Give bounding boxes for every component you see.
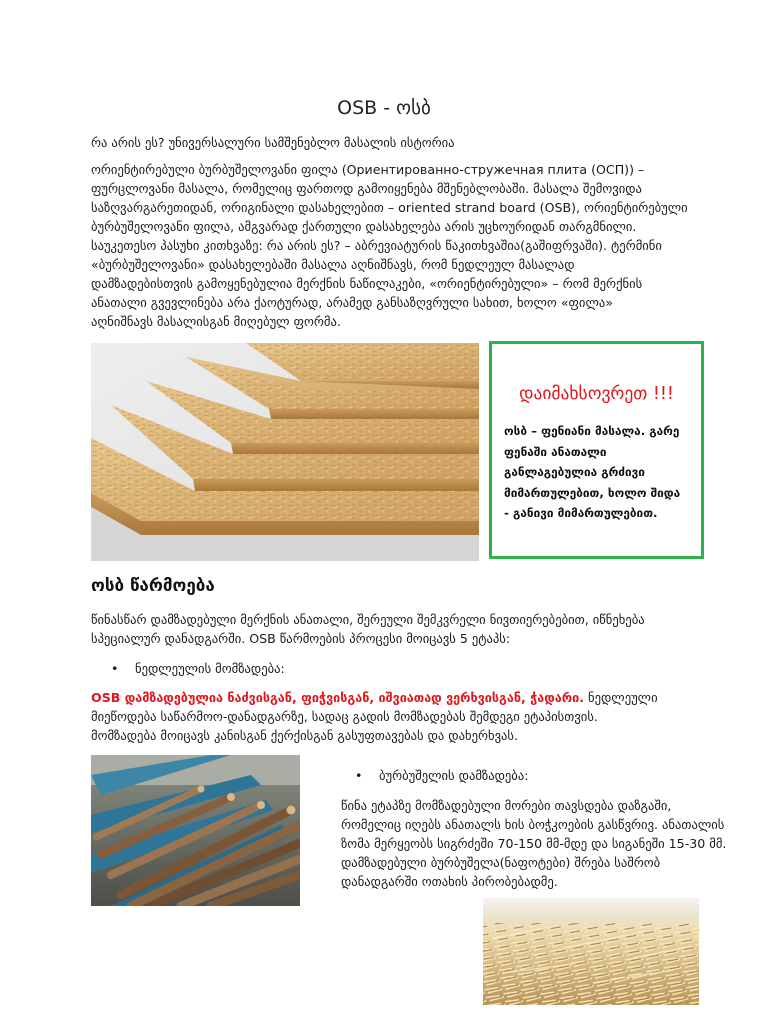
remember-title: დაიმახსოვრეთ !!!	[519, 384, 674, 404]
subtitle: რა არის ეს? უნივერსალური სამშენებლო მასალის ისტორია	[91, 135, 455, 150]
remember-body	[504, 421, 691, 524]
strand-line: ზომა მერყეობს სიგრძეში 70-150 მმ-მდე და სიგანეში 15-30 მმ.	[341, 836, 727, 851]
osb-boards-photo	[91, 343, 479, 561]
production-intro-line: სპეციალურ დანადგარში. OSB წარმოების პროცესი მოიცავს 5 ეტაპს:	[91, 631, 511, 646]
intro-line: საუკეთესო პასუხი კითხვაზე: რა არის ეს? – აბრევიატურის წაკითხვაშია(გაშიფრვაში). ტერმინი	[91, 238, 662, 253]
remember-line: ოსბ – ფენიანი მასალა. გარე	[504, 424, 680, 438]
materials-paragraph	[91, 688, 691, 745]
intro-line: ფურცლოვანი მასალა, რომელიც ფართოდ გამოიყენება მშენებლობაში. მასალა შემოვიდა	[91, 181, 642, 196]
wood-strands-photo	[483, 898, 699, 1005]
strand-paragraph	[341, 796, 731, 891]
strand-line: რომელიც იღებს ანათალს ხის ბოჭკოების გასწვრივ. ანათალის	[341, 817, 725, 832]
intro-paragraph	[91, 160, 691, 331]
intro-line: დამზადებისთვის გამოყენებულია მერქნის ნაწილაკები, «ორიენტირებული» – რომ მერქნის	[91, 276, 643, 291]
strand-line: წინა ეტაპზე მომზადებული მორები თავსდება დაზგაში,	[341, 798, 672, 813]
remember-line: მიმართულებით, ხოლო შიდა	[504, 485, 681, 500]
bullet-label: ნედლეულის მომზადება:	[135, 661, 285, 676]
bullet-label: ბურბუშელის დამზადება:	[379, 768, 529, 783]
strand-line: დამზადებული ბურბუშელა(ნაფოტები) შრება საშრობ	[341, 855, 661, 870]
bullet-item-raw-materials	[111, 659, 285, 678]
intro-line: ანათალი გვევლინება არა ქაოტურად, არამედ განსაზღვრული სახით, ხოლო «ფილა»	[91, 295, 613, 310]
materials-line	[91, 688, 691, 707]
bullet-icon: •	[355, 768, 363, 783]
materials-highlight: OSB დამზადებულია ნაძვისგან, ფიჭვისგან, იშვიათად ვერხვისგან, ჭადარი.	[91, 690, 585, 705]
remember-line: განლაგებულია გრძივი	[504, 465, 645, 479]
intro-line: ორიენტირებული ბურბუშელოვანი ფილა (Ориентированно-стружечная плита (ОСП)) –	[91, 162, 645, 177]
production-intro	[91, 610, 691, 648]
intro-line: «ბურბუშელოვანი» დასახელებაში მასალა აღნიშნავს, რომ ნედლეულ მასალად	[91, 257, 575, 272]
intro-line: აღნიშნავს მასალისგან მიღებულ ფორმა.	[91, 314, 341, 329]
materials-line: მიეწოდება საწარმოო-დანადგარზე, სადაც გადის მომზადებას შემდეგი ეტაპისთვის.	[91, 709, 598, 724]
materials-line: მომზადება მოიცავს კანისგან ქერქისგან გასუფთავებას და დახერხვას.	[91, 728, 519, 743]
strand-line: დანადგარში ოთახის პირობებადმე.	[341, 874, 558, 889]
remember-line: - განივი მიმართულებით.	[504, 506, 658, 520]
bullet-item-strand-making	[355, 766, 528, 785]
section-heading-production: ოსბ წარმოება	[91, 576, 215, 596]
intro-line: ბურბუშელოვანი ფილა, ამგვარად ქართული დასახელება არის უცხოურიდან თარგმნილი.	[91, 219, 637, 234]
production-intro-line: წინასწარ დამზადებული მერქნის ანათალი, შერეული შემკვრელი ნივთიერებებით, იწნეხება	[91, 612, 645, 627]
logs-conveyor-photo	[91, 755, 300, 906]
materials-rest: ნედლეული	[584, 690, 658, 705]
remember-line: ფენაში ანათალი	[504, 444, 607, 459]
bullet-icon: •	[111, 661, 119, 676]
intro-line: საზღვარგარეთიდან, ორიგინალი დასახელებით – oriented strand board (OSB), ორიენტირებული	[91, 200, 688, 215]
remember-callout-box	[489, 341, 704, 559]
page-title: OSB - ოსბ	[337, 97, 431, 119]
